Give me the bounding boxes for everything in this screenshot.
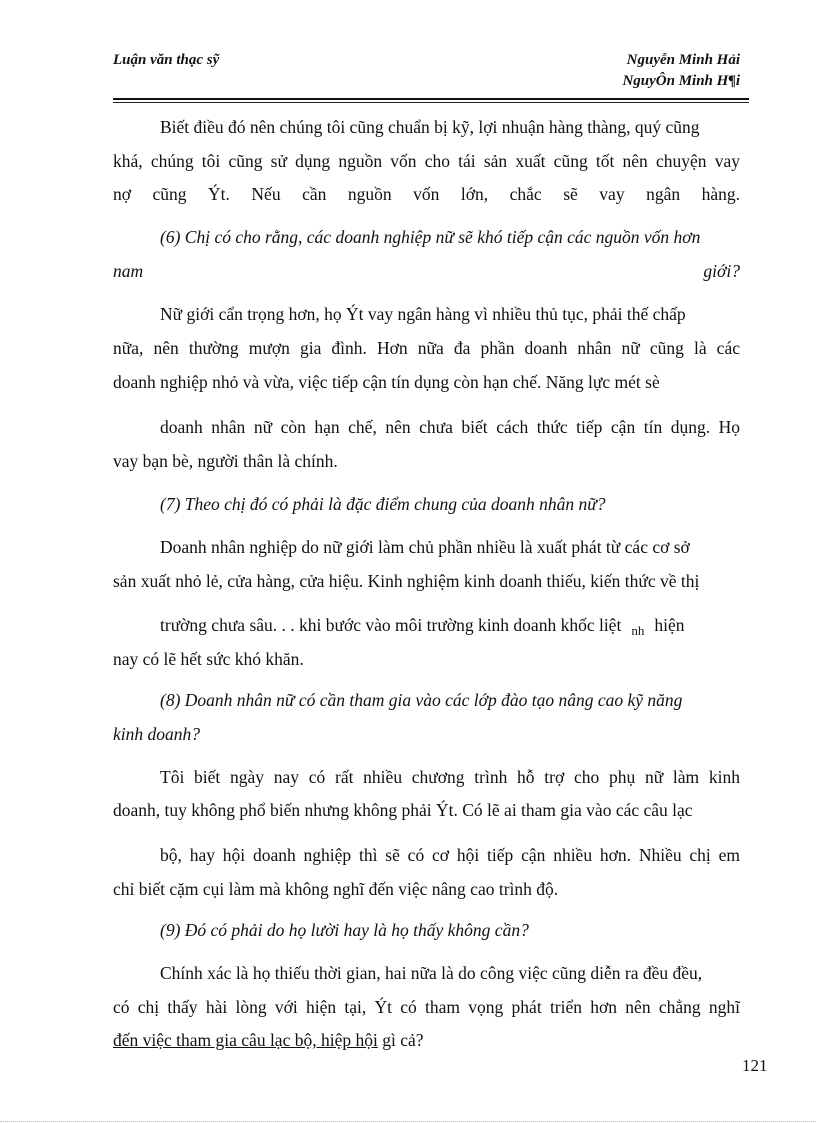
text-line: chỉ biết cặm cụi làm mà không nghĩ đến việc nâng cao trình độ. [113,879,559,899]
text-line: doanh nghiệp nhỏ và vừa, việc tiếp cận tín dụng còn hạn chế. Năng lực mét sè [113,372,660,392]
text-segment: gì cả? [377,1030,424,1050]
header-author-garbled: NguyÔn Minh H¶i [622,73,740,89]
text-line: khá, chúng tôi cũng sử dụng nguồn vốn cho tái sản xuất cũng tốt nên chuyện vay [113,151,740,171]
question-7: (7) Theo chị đó có phải là đặc điểm chung của doanh nhân nữ? [160,494,606,514]
text-line: bộ, hay hội doanh nghiệp thì sẽ có cơ hội tiếp cận nhiều hơn. Nhiều chị em [160,845,740,865]
text-line: doanh nhân nữ còn hạn chế, nên chưa biết cách thức tiếp cận tín dụng. Họ [160,417,740,437]
text-line [113,1030,740,1051]
text-line: Chính xác là họ thiếu thời gian, hai nữa là do công việc cũng diễn ra đều đều, [160,963,703,983]
underlined-text: đến việc tham gia câu lạc bộ, hiệp hội [113,1030,378,1050]
question-6-cont-right: giới? [703,261,740,281]
header-left-title: Luận văn thạc sỹ [113,52,220,68]
header-author: Nguyễn Minh Hải [626,52,740,68]
text-line: nợ cũng Ýt. Nếu cần nguồn vốn lớn, chắc sẽ vay ngân hàng. [113,184,740,204]
text-segment: hiện [654,615,685,635]
text-line: có chị thấy hài lòng với hiện tại, Ýt có tham vọng phát triển hơn nên chẳng nghĩ [113,997,740,1017]
text-line: vay bạn bè, người thân là chính. [113,451,338,471]
text-line: Tôi biết ngày nay có rất nhiều chương trình hỗ trợ cho phụ nữ làm kinh [160,767,740,787]
text-line: Biết điều đó nên chúng tôi cũng chuẩn bị kỹ, lợi nhuận hàng thàng, quý cũng [160,117,700,137]
text-line [160,615,740,636]
question-6-cont-left: nam [113,261,144,281]
text-line: doanh, tuy không phổ biến nhưng không phải Ýt. Có lẽ ai tham gia vào các câu lạc [113,800,693,820]
question-8: (8) Doanh nhân nữ có cần tham gia vào các lớp đào tạo nâng cao kỹ năng [160,690,683,710]
question-6: (6) Chị có cho rằng, các doanh nghiệp nữ sẽ khó tiếp cận các nguồn vốn hơn [160,227,701,247]
text-line: Nữ giới cẩn trọng hơn, họ Ýt vay ngân hàng vì nhiều thủ tục, phải thế chấp [160,304,686,324]
text-line: nay có lẽ hết sức khó khăn. [113,649,304,669]
page-bottom-divider [0,1121,816,1122]
question-9: (9) Đó có phải do họ lười hay là họ thấy không cần? [160,920,529,940]
page-number: 121 [742,1056,768,1075]
text-line: sản xuất nhỏ lẻ, cửa hàng, cửa hiệu. Kinh nghiệm kinh doanh thiếu, kiến thức về thị [113,571,700,591]
question-8-cont: kinh doanh? [113,724,201,744]
header-rule [113,98,749,100]
text-subscript: nh [631,623,645,638]
header-rule-thin [113,102,749,103]
text-line: nữa, nên thường mượn gia đình. Hơn nữa đa phần doanh nhân nữ cũng là các [113,338,740,358]
text-segment: trường chưa sâu. . . khi bước vào môi trường kinh doanh khốc liệt [160,615,622,635]
text-line: Doanh nhân nghiệp do nữ giới làm chủ phần nhiều là xuất phát từ các cơ sở [160,537,690,557]
